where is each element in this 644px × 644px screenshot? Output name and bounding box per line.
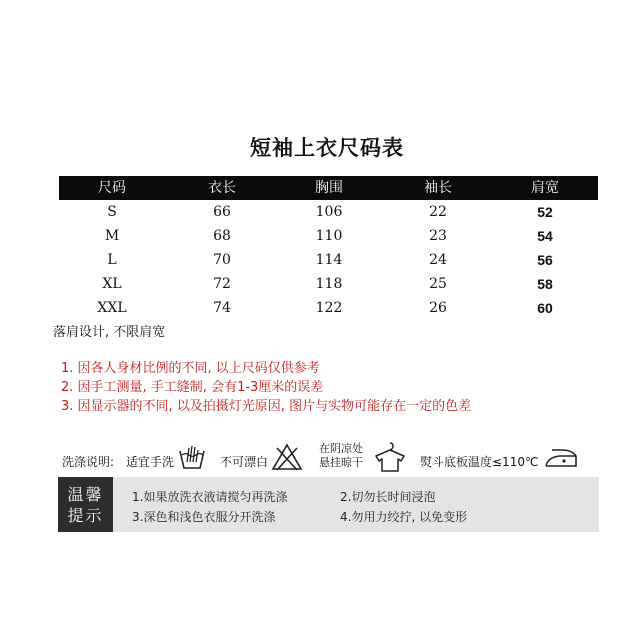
cell-size: S <box>107 204 117 220</box>
cell-shoulder: 60 <box>537 300 553 316</box>
cell-sleeve: 25 <box>429 276 447 292</box>
tip-item: 1.如果放洗衣液请搅匀再洗涤 <box>132 490 288 504</box>
table-row <box>59 224 598 248</box>
header-size: 尺码 <box>98 180 126 196</box>
header-shoulder: 肩宽 <box>531 180 559 196</box>
table-row <box>59 248 598 272</box>
iron-temp-label: 熨斗底板温度≤110℃ <box>420 455 539 469</box>
tip-item: 4.勿用力绞拧, 以免变形 <box>340 510 468 524</box>
header-length: 衣长 <box>208 180 236 196</box>
cell-sleeve: 22 <box>429 204 447 220</box>
cell-shoulder: 52 <box>537 204 553 220</box>
table-row <box>59 200 598 224</box>
care-tips <box>58 477 599 532</box>
cell-sleeve: 24 <box>429 252 447 268</box>
no-bleach-label: 不可漂白 <box>220 455 269 469</box>
cell-shoulder: 58 <box>537 276 553 292</box>
hand-wash-icon <box>177 442 207 472</box>
notice-list <box>61 359 471 416</box>
cell-shoulder: 54 <box>537 228 553 244</box>
cell-length: 66 <box>213 204 231 220</box>
cell-size: L <box>107 252 117 268</box>
badge-line: 提示 <box>67 506 104 525</box>
tip-item: 3.深色和浅色衣服分开洗涤 <box>132 510 276 524</box>
cell-chest: 122 <box>315 300 343 316</box>
tips-badge <box>58 477 113 532</box>
cell-length: 72 <box>213 276 231 292</box>
badge-line: 温馨 <box>67 485 104 504</box>
shade-dry-label-1: 在阴凉处 <box>319 442 363 455</box>
wash-label: 洗涤说明: <box>62 455 115 469</box>
cell-chest: 114 <box>315 252 343 268</box>
no-bleach-icon <box>271 442 303 472</box>
notice-item: 3. 因显示器的不同, 以及拍摄灯光原因, 图片与实物可能存在一定的色差 <box>61 399 472 414</box>
cell-chest: 118 <box>315 276 343 292</box>
notice-item: 1. 因各人身材比例的不同, 以上尺码仅供参考 <box>61 361 320 376</box>
cell-length: 70 <box>213 252 231 268</box>
cell-size: M <box>104 228 120 244</box>
table-row <box>59 272 598 296</box>
table-header <box>59 176 598 200</box>
notice-item: 2. 因手工测量, 手工缝制, 会有1-3厘米的误差 <box>61 380 324 395</box>
cell-size: XL <box>102 276 122 292</box>
size-table <box>59 176 598 320</box>
fit-note: 落肩设计, 不限肩宽 <box>53 325 166 340</box>
hang-dry-icon <box>373 441 407 473</box>
cell-chest: 106 <box>315 204 343 220</box>
table-row <box>59 296 598 320</box>
tip-item: 2.切勿长时间浸泡 <box>340 490 436 504</box>
cell-shoulder: 56 <box>537 252 553 268</box>
header-sleeve: 袖长 <box>424 180 452 196</box>
page-title: 短袖上衣尺码表 <box>250 135 404 160</box>
hand-wash-label: 适宜手洗 <box>126 455 175 469</box>
iron-icon <box>542 446 580 470</box>
shade-dry-label-2: 悬挂晾干 <box>319 456 363 469</box>
cell-sleeve: 26 <box>429 300 447 316</box>
header-chest: 胸围 <box>315 180 343 196</box>
cell-length: 68 <box>213 228 231 244</box>
cell-length: 74 <box>213 300 231 316</box>
cell-size: XXL <box>97 300 127 316</box>
cell-sleeve: 23 <box>429 228 447 244</box>
cell-chest: 110 <box>315 228 343 244</box>
